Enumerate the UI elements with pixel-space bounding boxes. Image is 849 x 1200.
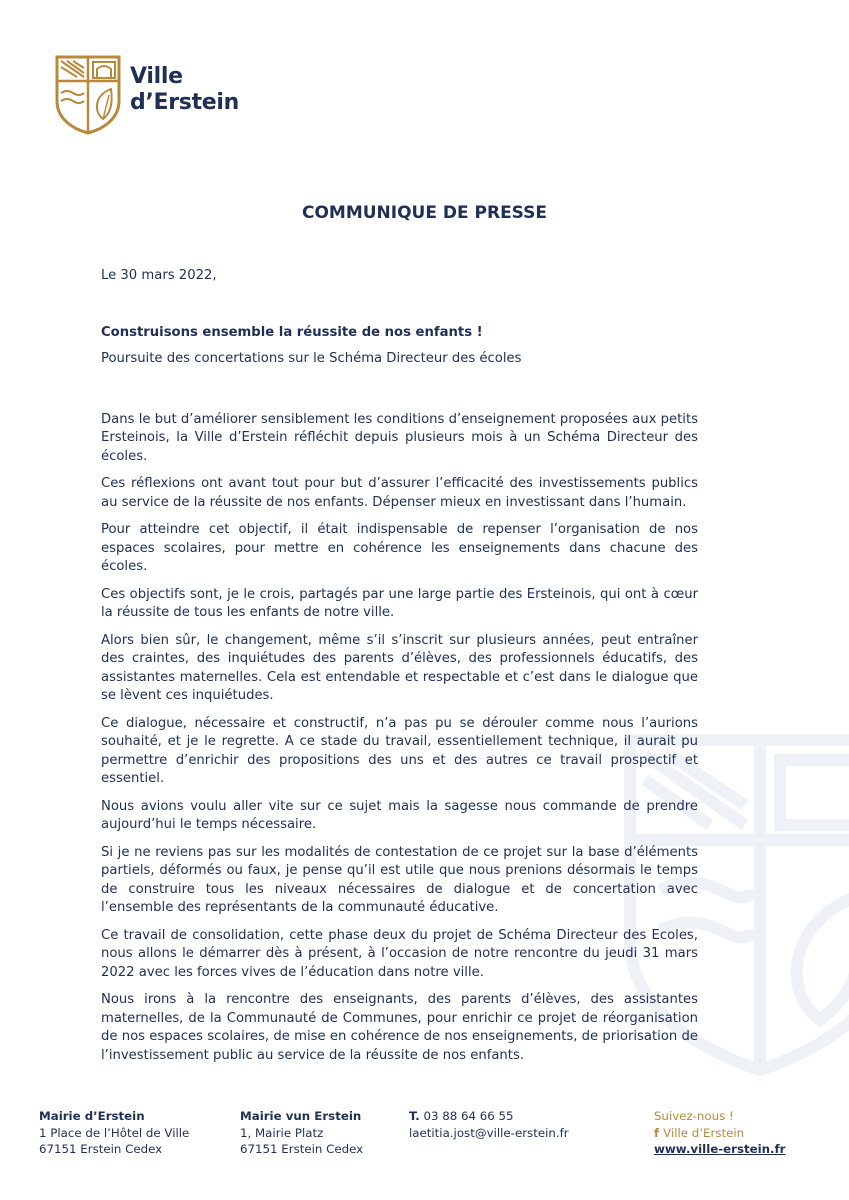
facebook-link[interactable]	[654, 1125, 786, 1142]
facebook-label: Ville d’Erstein	[663, 1125, 745, 1140]
release-date: Le 30 mars 2022,	[101, 268, 217, 283]
footer-address-line: 1, Mairie Platz	[240, 1125, 324, 1140]
paragraph: Ces réflexions ont avant tout pour but d’assurer l’efficacité des investissements publics au service de la réussite de nos enfants. Dépenser mieux en investissant dans l’humain.	[101, 476, 698, 510]
paragraph: Nous avions voulu aller vite sur ce sujet mais la sagesse nous commande de prendre aujourd’hui le temps nécessaire.	[101, 798, 698, 832]
ville-erstein-logo	[53, 53, 123, 135]
footer-contact	[409, 1108, 569, 1141]
logo-wordmark	[130, 64, 239, 116]
page-title: COMMUNIQUE DE PRESSE	[301, 203, 548, 223]
logo-line-1: Ville	[130, 64, 183, 89]
paragraph: Pour atteindre cet objectif, il était indispensable de repenser l’organisation de nos espaces scolaires, pour mettre en cohérence les enseignements dans chacune des écoles.	[101, 522, 698, 574]
release-subtitle: Poursuite des concertations sur le Schéma Directeur des écoles	[101, 351, 522, 366]
logo-line-2: d’Erstein	[130, 90, 240, 115]
footer-social	[654, 1108, 786, 1158]
footer-address-line: 1 Place de l’Hôtel de Ville	[39, 1125, 190, 1140]
phone-number: 03 88 64 66 55	[423, 1109, 514, 1123]
footer-heading: Mairie vun Erstein	[240, 1109, 362, 1123]
paragraph: Ces objectifs sont, je le crois, partagés par une large partie des Ersteinois, qui ont à cœur la réussite de tous les enfants de notre ville.	[101, 586, 698, 620]
facebook-icon: f	[654, 1125, 660, 1140]
footer-address-als	[240, 1108, 363, 1158]
paragraph: Si je ne reviens pas sur les modalités de contestation de ce projet sur la base d’éléments partiels, déformés ou faux, je pense qu’il est utile que nous prenions désormais le temps de construire tous les niveaux nécessaires de dialogue et de concertation avec l’ensemble des représentants de la communauté éducative.	[101, 844, 698, 915]
footer-address-fr	[39, 1108, 189, 1158]
paragraph: Alors bien sûr, le changement, même s’il s’inscrit sur plusieurs années, peut entraîner des craintes, des inquiétudes des parents d’élèves, des professionnels éducatifs, des assistantes maternelles. Cela est entendable et respectable et c’est dans le dialogue que se lèvent ces inquiétudes.	[101, 632, 698, 703]
email-link[interactable]: laetitia.jost@ville-erstein.fr	[409, 1125, 569, 1140]
paragraph: Ce travail de consolidation, cette phase deux du projet de Schéma Directeur des Ecoles, nous allons le démarrer dès à présent, à l’occasion de notre rencontre du jeudi 31 mars 2022 avec les forces vives de l’éducation dans notre ville.	[101, 927, 698, 980]
paragraph: Dans le but d’améliorer sensiblement les conditions d’enseignement proposées aux petits Ersteinois, la Ville d’Erstein réfléchit depuis plusieurs mois à un Schéma Directeur des écoles.	[101, 411, 698, 464]
website-link[interactable]: www.ville-erstein.fr	[654, 1142, 786, 1156]
footer-heading: Mairie d’Erstein	[39, 1109, 145, 1123]
footer-address-line: 67151 Erstein Cedex	[240, 1142, 364, 1156]
paragraph: Nous irons à la rencontre des enseignants, des parents d’élèves, des assistantes maternelles, de la Communauté de Communes, pour enrichir ce projet de réorganisation de nos espaces scolaires, de mise en cohérence de nos enseignements, de priorisation de l’investissement public au service de la réussite de nos enfants.	[101, 992, 698, 1063]
release-subject: Construisons ensemble la réussite de nos enfants !	[101, 324, 483, 340]
follow-label: Suivez-nous !	[654, 1109, 734, 1123]
press-release-body	[101, 267, 698, 1074]
phone-label: T.	[409, 1109, 420, 1123]
footer-address-line: 67151 Erstein Cedex	[39, 1142, 163, 1156]
paragraph: Ce dialogue, nécessaire et constructif, n’a pas pu se dérouler comme nous l’aurions souhaité, et je le regrette. A ce stade du travail, essentiellement technique, il aurait pu permettre d’enrichir des propositions des uns et des autres ce travail prospectif et essentiel.	[101, 715, 698, 786]
